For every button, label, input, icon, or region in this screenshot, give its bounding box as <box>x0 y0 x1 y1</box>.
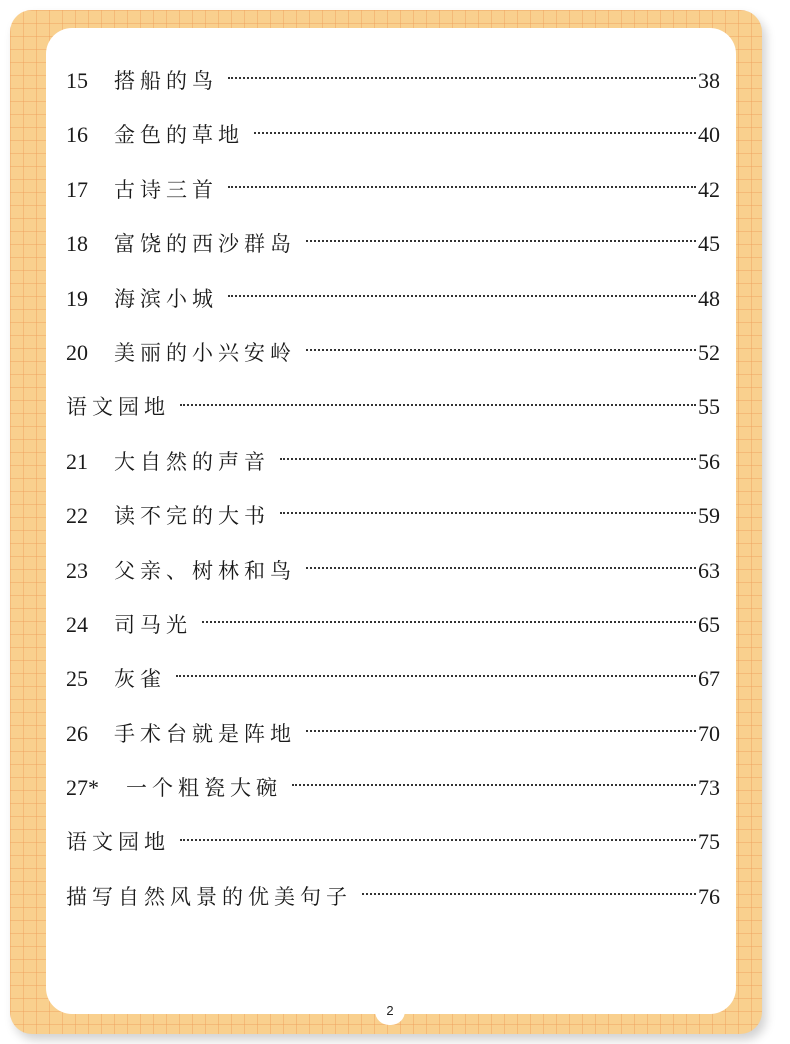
toc-entry-title: 语文园地 <box>66 830 170 855</box>
toc-entry-page: 56 <box>698 448 720 474</box>
toc-entry-page: 40 <box>698 122 720 148</box>
toc-entry-number: 20 <box>66 339 88 365</box>
toc-entry-number: 22 <box>66 503 88 529</box>
toc-entry-page: 59 <box>698 503 720 529</box>
dot-leader <box>228 295 696 297</box>
toc-entry-title: 父亲、树林和鸟 <box>114 558 296 583</box>
toc-entry[interactable] <box>66 272 720 326</box>
dot-leader <box>306 349 696 351</box>
toc-entry-page: 52 <box>698 339 720 365</box>
toc-entry-page: 42 <box>698 176 720 202</box>
toc-entry-page: 38 <box>698 68 720 93</box>
toc-entry-unit-review[interactable] <box>66 815 720 869</box>
toc-entry-number: 16 <box>66 122 88 148</box>
toc-entry-page: 76 <box>698 883 720 909</box>
toc-entry[interactable] <box>66 163 720 217</box>
dot-leader <box>292 784 696 786</box>
toc-entry-title: 灰雀 <box>114 667 166 692</box>
toc-entry-title: 大自然的声音 <box>114 449 270 474</box>
toc-entry-number: 25 <box>66 666 88 692</box>
toc-entry-number: 26 <box>66 720 88 746</box>
dot-leader <box>202 621 696 623</box>
toc-entry-title: 司马光 <box>114 612 192 637</box>
toc-entry[interactable] <box>66 707 720 761</box>
toc-entry-title: 描写自然风景的优美句子 <box>66 884 352 909</box>
dot-leader <box>180 404 696 406</box>
toc-entry-number: 18 <box>66 231 88 257</box>
toc-entry-title: 金色的草地 <box>114 123 244 148</box>
dot-leader <box>306 240 696 242</box>
dot-leader <box>254 132 696 134</box>
toc-entry-page: 45 <box>698 231 720 257</box>
dot-leader <box>280 458 696 460</box>
dot-leader <box>362 893 696 895</box>
toc-entry-title: 手术台就是阵地 <box>114 721 296 746</box>
dot-leader <box>280 512 696 514</box>
toc-entry[interactable] <box>66 54 720 108</box>
toc-entry-page: 73 <box>698 775 720 801</box>
toc-entry-title: 美丽的小兴安岭 <box>114 340 296 365</box>
toc-entry[interactable] <box>66 598 720 652</box>
toc-entry-number: 15 <box>66 68 88 93</box>
table-of-contents <box>66 54 720 924</box>
dot-leader <box>180 839 696 841</box>
toc-entry-title: 一个粗瓷大碗 <box>126 776 282 801</box>
toc-entry-number: 21 <box>66 448 88 474</box>
toc-entry-number: 19 <box>66 285 88 311</box>
toc-entry-title: 海滨小城 <box>114 286 218 311</box>
toc-entry-page: 63 <box>698 557 720 583</box>
toc-entry[interactable] <box>66 217 720 271</box>
toc-entry[interactable] <box>66 326 720 380</box>
toc-entry-title: 搭船的鸟 <box>114 69 218 93</box>
toc-entry-title: 古诗三首 <box>114 177 218 202</box>
toc-entry[interactable] <box>66 435 720 489</box>
toc-entry[interactable] <box>66 761 720 815</box>
toc-entry-page: 67 <box>698 666 720 692</box>
toc-entry-title: 语文园地 <box>66 395 170 420</box>
toc-entry[interactable] <box>66 544 720 598</box>
page-number: 2 <box>375 997 405 1025</box>
toc-entry-number: 27* <box>66 775 99 801</box>
toc-entry-page: 65 <box>698 611 720 637</box>
toc-entry-number: 23 <box>66 557 88 583</box>
toc-entry[interactable] <box>66 108 720 162</box>
dot-leader <box>306 567 696 569</box>
toc-entry-appendix[interactable] <box>66 870 720 924</box>
dot-leader <box>176 675 696 677</box>
toc-entry-page: 48 <box>698 285 720 311</box>
toc-entry-title: 读不完的大书 <box>114 504 270 529</box>
toc-entry-page: 55 <box>698 394 720 420</box>
toc-entry-page: 70 <box>698 720 720 746</box>
toc-entry-title: 富饶的西沙群岛 <box>114 232 296 257</box>
toc-entry-number: 24 <box>66 611 88 637</box>
toc-entry-unit-review[interactable] <box>66 380 720 434</box>
toc-entry[interactable] <box>66 652 720 706</box>
dot-leader <box>228 77 696 79</box>
dot-leader <box>228 186 696 188</box>
toc-entry[interactable] <box>66 489 720 543</box>
toc-entry-page: 75 <box>698 829 720 855</box>
toc-entry-number: 17 <box>66 176 88 202</box>
dot-leader <box>306 730 696 732</box>
